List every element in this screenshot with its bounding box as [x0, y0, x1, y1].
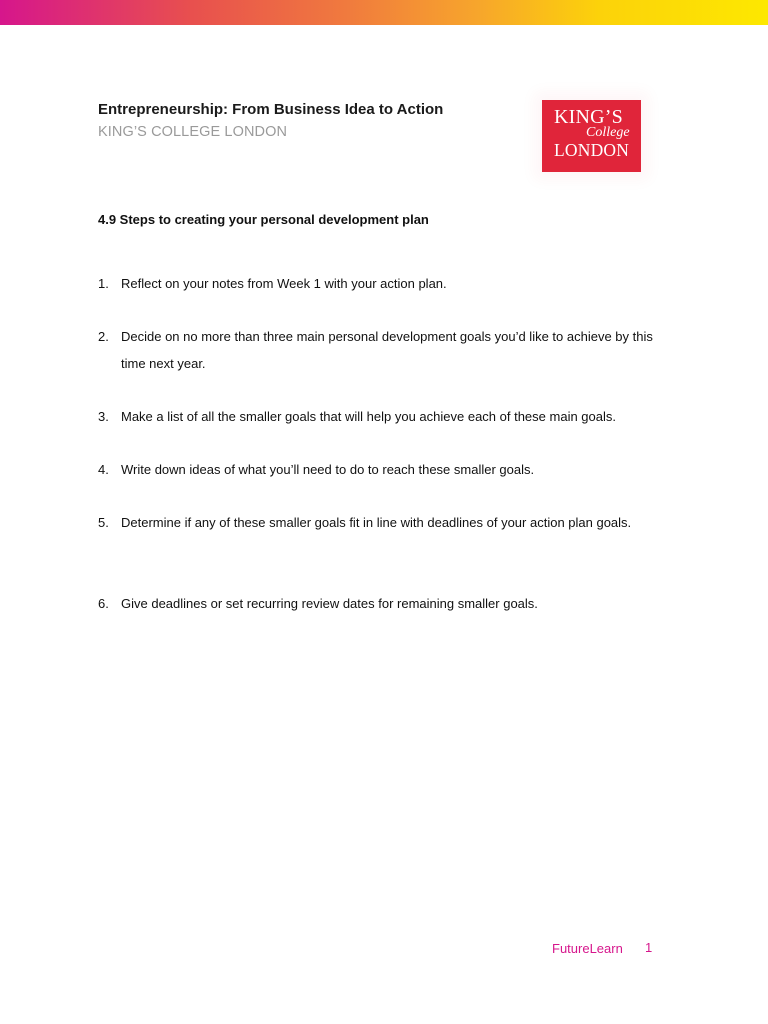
step-number: 5. — [98, 515, 109, 530]
step-item-6 — [98, 590, 673, 617]
step-item-1 — [98, 270, 673, 297]
page-number: 1 — [645, 940, 653, 955]
step-text: Reflect on your notes from Week 1 with your action plan. — [121, 276, 447, 291]
step-text: Give deadlines or set recurring review dates for remaining smaller goals. — [121, 596, 538, 611]
logo-line-college: College — [586, 125, 630, 140]
step-item-2 — [98, 323, 673, 377]
step-item-5 — [98, 509, 673, 536]
step-number: 1. — [98, 276, 109, 291]
step-text: Make a list of all the smaller goals that will help you achieve each of these main goals. — [121, 409, 616, 424]
step-text: Determine if any of these smaller goals fit in line with deadlines of your action plan goals. — [121, 515, 632, 530]
step-item-4 — [98, 456, 673, 483]
step-text: Decide on no more than three main personal development goals you’d like to achieve by this time next year. — [121, 329, 653, 371]
step-number: 3. — [98, 409, 109, 424]
institution-name: KING’S COLLEGE LONDON — [98, 124, 288, 140]
step-text: Write down ideas of what you’ll need to do to reach these smaller goals. — [121, 462, 535, 477]
section-heading: 4.9 Steps to creating your personal development plan — [98, 212, 429, 227]
step-number: 2. — [98, 329, 109, 344]
step-item-3 — [98, 403, 673, 430]
kings-college-logo — [542, 100, 641, 172]
top-gradient-bar — [0, 0, 768, 25]
step-number: 6. — [98, 596, 109, 611]
logo-line-kings: KING’S — [554, 106, 623, 128]
step-number: 4. — [98, 462, 109, 477]
course-title: Entrepreneurship: From Business Idea to Action — [98, 101, 444, 118]
logo-line-london: LONDON — [554, 140, 630, 160]
futurelearn-footer-brand: FutureLearn — [552, 941, 623, 956]
